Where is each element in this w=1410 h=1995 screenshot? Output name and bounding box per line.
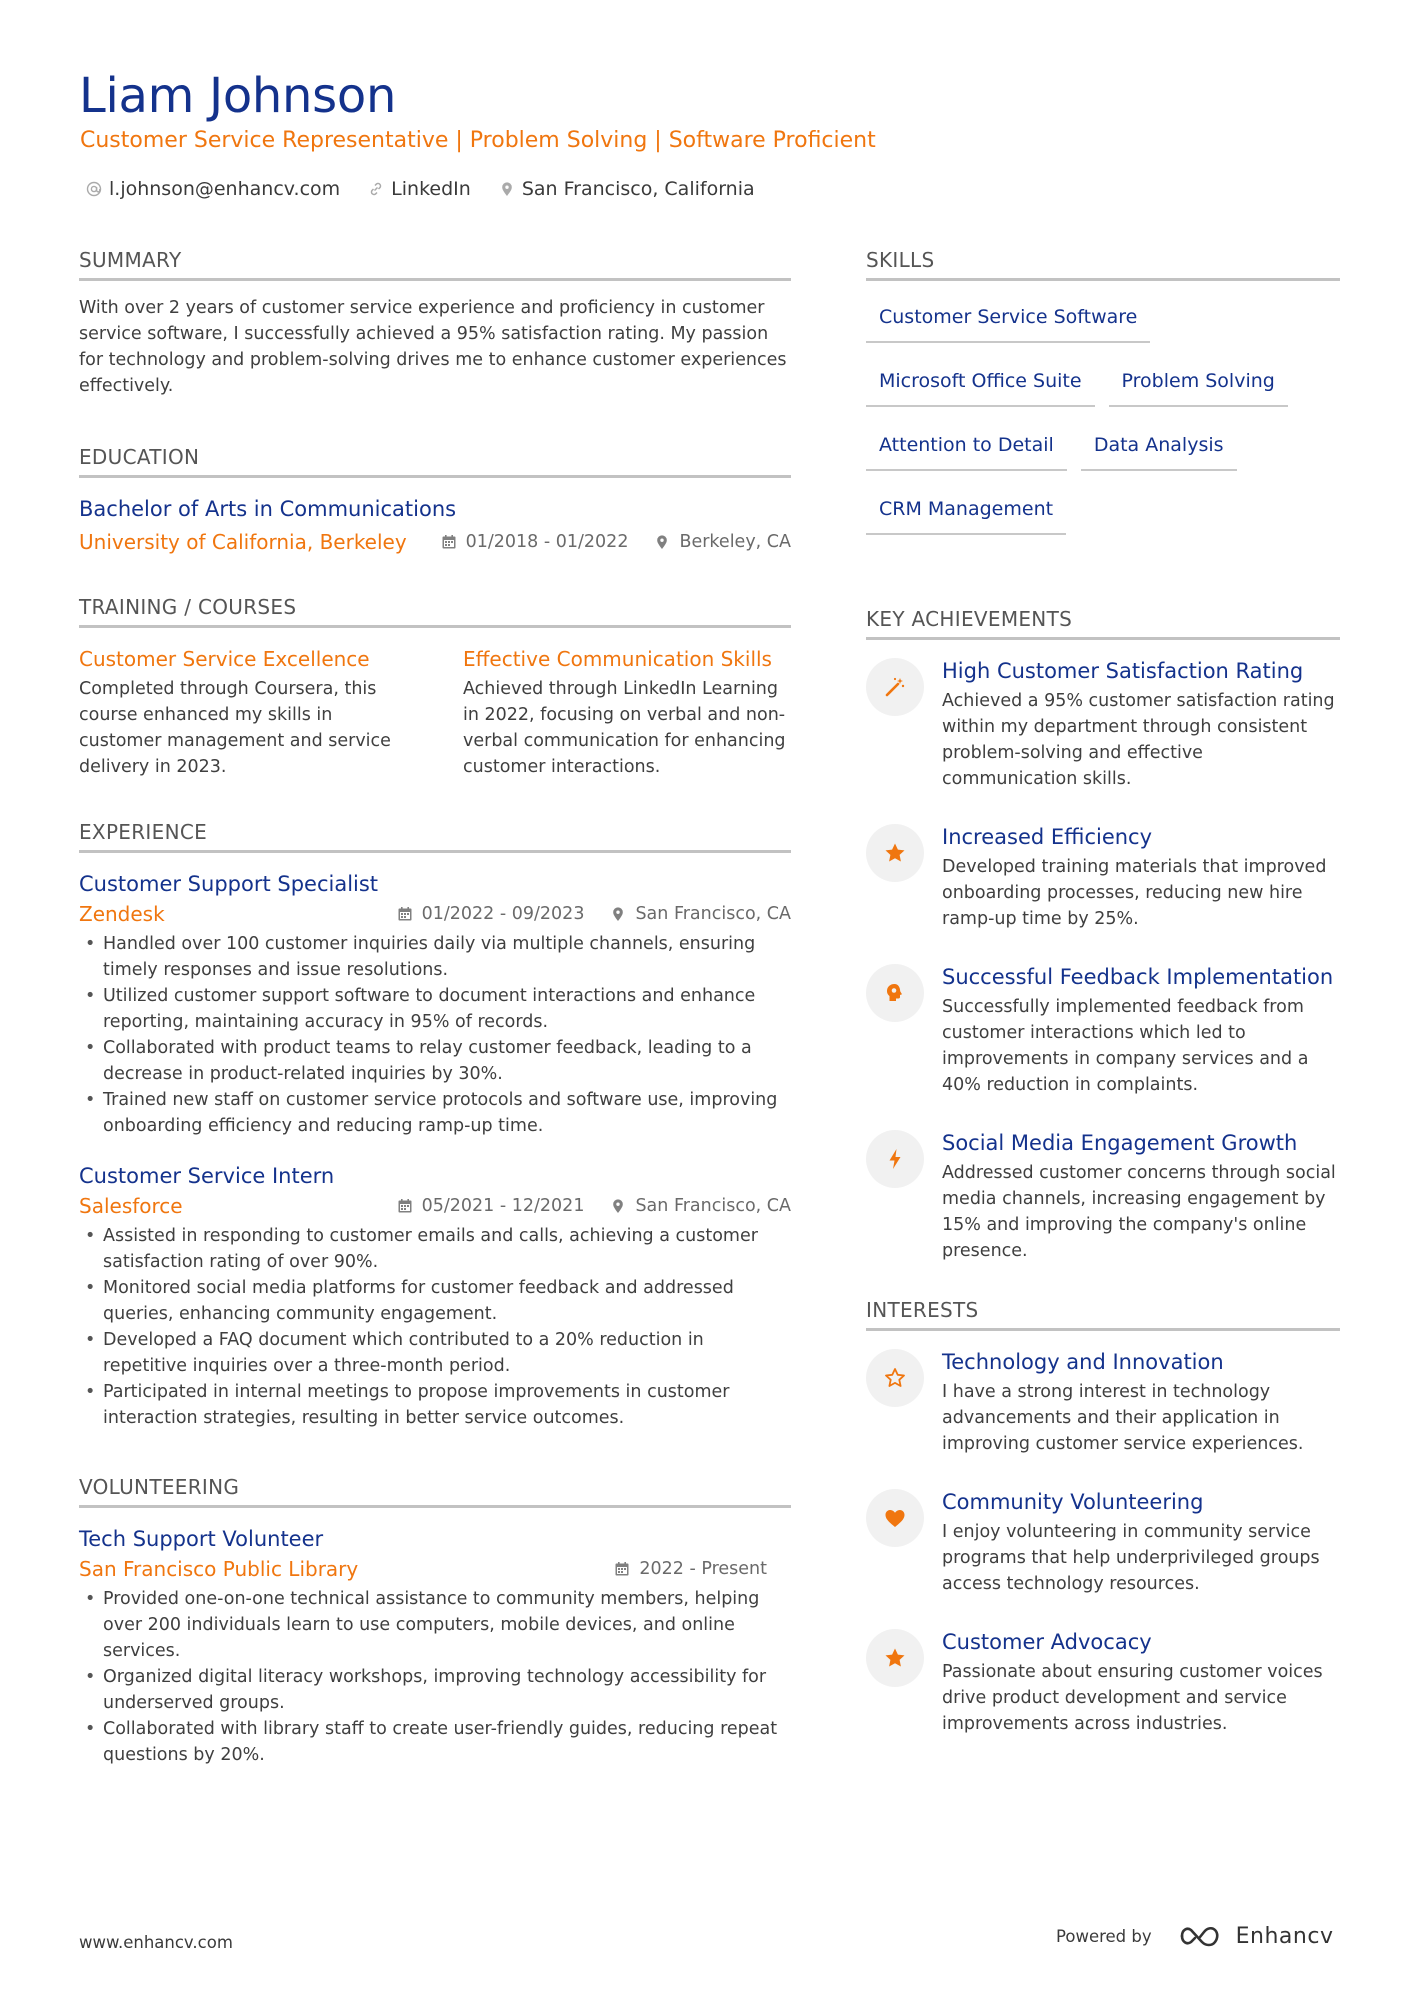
training-heading: TRAINING / COURSES [79,593,791,628]
job-location: San Francisco, CA [635,1196,791,1216]
achievement-desc: Addressed customer concerns through social media channels, increasing engagement by 15% and improving the company's online presence. [942,1163,1336,1261]
course-name: Customer Service Excellence [79,647,370,671]
skill-tag: Problem Solving [1109,361,1288,407]
interests-heading: INTERESTS [866,1296,1340,1331]
job-bullets [79,1223,791,1431]
achievement-title: Increased Efficiency [942,825,1153,849]
job-location: San Francisco, CA [635,904,791,924]
job-entry [79,1161,791,1431]
heart-icon [866,1489,924,1547]
contact-location-text: San Francisco, California [521,178,755,200]
magic-wand-icon [866,658,924,716]
contact-email[interactable] [86,178,340,200]
contact-location [499,178,755,200]
candidate-tagline: Customer Service Representative | Problem Solving | Software Proficient [80,128,876,153]
job-dates: 05/2021 - 12/2021 [421,1196,585,1216]
volunteer-meta [588,1559,767,1579]
location-pin-icon [610,906,626,922]
job-role: Customer Service Intern [79,1164,335,1188]
brain-icon [866,964,924,1022]
interest-desc: Passionate about ensuring customer voices drive product development and service improvements across industries. [942,1662,1323,1734]
education-degree: Bachelor of Arts in Communications [79,497,457,521]
volunteer-org: San Francisco Public Library [79,1557,359,1581]
job-bullet: • Handled over 100 customer inquiries daily via multiple channels, ensuring timely responses and issue resolutions. [79,931,791,983]
job-bullet: • Collaborated with product teams to relay customer feedback, leading to a decrease in product-related inquiries by 30%. [79,1035,791,1087]
volunteer-bullets [79,1586,791,1768]
job-dates: 01/2022 - 09/2023 [421,904,585,924]
interest-title: Community Volunteering [942,1490,1204,1514]
skills-list [866,297,1340,553]
job-bullet: • Assisted in responding to customer emails and calls, achieving a customer satisfaction rating of over 90%. [79,1223,791,1275]
achievement-title: Social Media Engagement Growth [942,1131,1298,1155]
summary-section [79,246,791,399]
course-desc: Achieved through LinkedIn Learning in 2022, focusing on verbal and non-verbal communication for enhancing customer interactions. [463,679,786,777]
location-pin-icon [654,534,670,550]
experience-section [79,818,791,1431]
star-icon [866,824,924,882]
job-bullet: • Developed a FAQ document which contributed to a 20% reduction in repetitive inquiries over a three-month period. [79,1327,791,1379]
achievement-item [866,962,1340,1098]
education-section [79,443,791,557]
course-desc: Completed through Coursera, this course enhanced my skills in customer management and service delivery in 2023. [79,679,391,777]
education-heading: EDUCATION [79,443,791,478]
location-pin-icon [610,1198,626,1214]
volunteering-heading: VOLUNTEERING [79,1473,791,1508]
calendar-icon [397,1198,413,1214]
job-meta-row [79,1191,791,1221]
achievement-item [866,656,1340,792]
course-grid [79,644,791,780]
skill-tag: CRM Management [866,489,1066,535]
education-meta-row [79,527,791,557]
location-pin-icon [499,181,515,197]
education-dates: 01/2018 - 01/2022 [465,532,629,552]
calendar-icon [397,906,413,922]
job-meta [371,904,791,924]
powered-by-label: Powered by [1056,1926,1152,1946]
experience-heading: EXPERIENCE [79,818,791,853]
star-icon [866,1629,924,1687]
calendar-icon [441,534,457,550]
course-item [79,644,409,780]
achievement-desc: Achieved a 95% customer satisfaction rating within my department through consistent problem-solving and effective communication skills. [942,691,1335,789]
job-bullets [79,931,791,1139]
contact-bar [86,174,783,204]
at-icon [86,181,102,197]
interest-desc: I enjoy volunteering in community service programs that help underprivileged groups access technology resources. [942,1522,1320,1594]
interests-section [866,1296,1340,1737]
job-bullet: • Participated in internal meetings to propose improvements in customer interaction strategies, resulting in better service outcomes. [79,1379,791,1431]
volunteer-bullet: • Provided one-on-one technical assistance to community members, helping over 200 individuals learn to use computers, mobile devices, and online services. [79,1586,791,1664]
job-meta-row [79,899,791,929]
candidate-name: Liam Johnson [79,68,397,124]
skill-tag: Data Analysis [1081,425,1237,471]
contact-linkedin[interactable] [368,178,471,200]
enhancv-logo-mark-icon [1178,1922,1226,1950]
volunteer-role: Tech Support Volunteer [79,1527,324,1551]
interest-desc: I have a strong interest in technology advancements and their application in improving customer service experiences. [942,1382,1304,1454]
star-outline-icon [866,1349,924,1407]
enhancv-logo[interactable] [1178,1922,1334,1950]
education-school: University of California, Berkeley [79,530,407,554]
link-icon [368,181,384,197]
achievement-title: Successful Feedback Implementation [942,965,1334,989]
education-location: Berkeley, CA [679,532,791,552]
summary-text: With over 2 years of customer service experience and proficiency in customer service software, I successfully achieved a 95% satisfaction rating. My passion for technology and problem-solving drives me to enhance customer experiences effectively. [79,298,787,396]
job-company: Salesforce [79,1194,183,1218]
skills-section [866,246,1340,553]
achievement-item [866,1128,1340,1264]
volunteering-section [79,1473,791,1768]
summary-heading: SUMMARY [79,246,791,281]
volunteer-bullet: • Collaborated with library staff to create user-friendly guides, reducing repeat questions by 20%. [79,1716,791,1768]
job-company: Zendesk [79,902,165,926]
interest-item [866,1627,1340,1737]
skill-tag: Customer Service Software [866,297,1150,343]
interest-item [866,1487,1340,1597]
skill-tag: Attention to Detail [866,425,1067,471]
interest-item [866,1347,1340,1457]
achievements-section [866,605,1340,1264]
achievement-desc: Developed training materials that improved onboarding processes, reducing new hire ramp-up time by 25%. [942,857,1327,929]
footer-website[interactable]: www.enhancv.com [79,1933,233,1952]
job-bullet: • Trained new staff on customer service protocols and software use, improving onboarding efficiency and reducing ramp-up time. [79,1087,791,1139]
achievement-desc: Successfully implemented feedback from customer interactions which led to improvements in company services and a 40% reduction in complaints. [942,997,1309,1095]
enhancv-logo-text: Enhancv [1235,1923,1334,1949]
left-column [79,246,791,1768]
job-bullet: • Utilized customer support software to document interactions and enhance reporting, maintaining accuracy in 95% of records. [79,983,791,1035]
achievements-heading: KEY ACHIEVEMENTS [866,605,1340,640]
volunteer-bullet: • Organized digital literacy workshops, improving technology accessibility for underserved groups. [79,1664,791,1716]
course-name: Effective Communication Skills [463,647,772,671]
education-meta [415,532,791,552]
volunteer-meta-row [79,1554,791,1584]
contact-linkedin-text: LinkedIn [391,178,471,200]
skill-tag: Microsoft Office Suite [866,361,1095,407]
training-section [79,593,791,780]
skills-heading: SKILLS [866,246,1340,281]
footer-branding [1056,1922,1333,1950]
job-meta [371,1196,791,1216]
interest-title: Customer Advocacy [942,1630,1152,1654]
lightning-icon [866,1130,924,1188]
right-column [866,246,1340,1767]
contact-email-text: l.johnson@enhancv.com [109,178,341,200]
volunteer-dates: 2022 - Present [639,1559,767,1579]
calendar-icon [614,1561,630,1577]
job-bullet: • Monitored social media platforms for customer feedback and addressed queries, enhancing community engagement. [79,1275,791,1327]
interest-title: Technology and Innovation [942,1350,1224,1374]
job-entry [79,869,791,1139]
achievement-title: High Customer Satisfaction Rating [942,659,1304,683]
job-role: Customer Support Specialist [79,872,379,896]
course-item [463,644,791,780]
achievement-item [866,822,1340,932]
